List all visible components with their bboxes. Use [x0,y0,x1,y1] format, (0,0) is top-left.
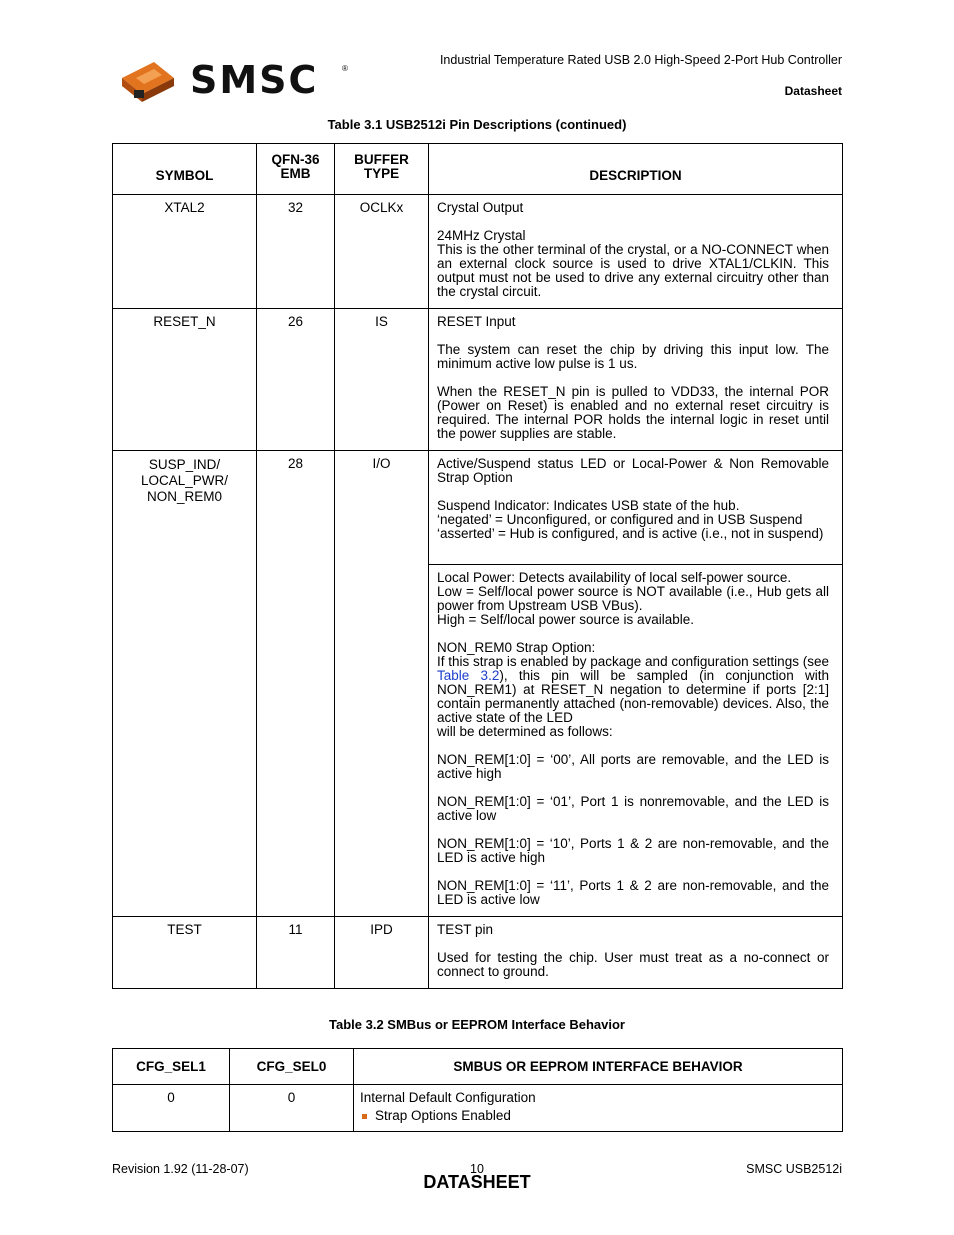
description-paragraph: Active/Suspend status LED or Local-Power & Non Removable Strap Option [437,456,829,485]
pin-buffer: I/O [335,451,429,917]
pin-description-table [112,143,843,989]
table1-caption: Table 3.1 USB2512i Pin Descriptions (continued) [327,117,627,132]
table2-caption: Table 3.2 SMBus or EEPROM Interface Behavior [329,1017,625,1032]
pin-description [429,309,843,451]
bullet-item [360,1109,836,1123]
footer-revision: Revision 1.92 (11-28-07) [112,1162,249,1176]
non-rem-case: NON_REM[1:0] = ‘10’, Ports 1 & 2 are non-removable, and the LED is active high [437,836,829,865]
description-paragraph: Local Power: Detects availability of local self-power source. Low = Self/local power source is NOT available (i.e., Hub gets all power from Upstream USB VBus). High = Self/local power source is available. [437,570,829,627]
non-rem-case: NON_REM[1:0] = ‘11’, Ports 1 & 2 are non-removable, and the LED is active low [437,878,829,907]
pin-symbol: RESET_N [113,309,257,451]
buffer-header-line2: TYPE [363,166,400,181]
smbus-eeprom-table [112,1048,843,1132]
pin-symbol: XTAL2 [113,195,257,309]
col-cfg-sel0-header: CFG_SEL0 [230,1049,354,1085]
pin-symbol: SUSP_IND/ LOCAL_PWR/ NON_REM0 [113,451,257,917]
pin-qfn: 26 [257,309,335,451]
document-type: Datasheet [784,84,842,98]
qfn-header-line1: QFN-36 [271,152,320,167]
non-rem-strap-paragraph [437,641,829,739]
pin-buffer: IPD [335,917,429,989]
pin-qfn: 28 [257,451,335,917]
table-row [113,451,843,565]
pin-buffer: IS [335,309,429,451]
col-buffer-header [335,144,429,195]
col-qfn-header [257,144,335,195]
cfg-sel0-value: 0 [230,1085,354,1132]
non-rem-case: NON_REM[1:0] = ‘01’, Port 1 is nonremovable, and the LED is active low [437,794,829,823]
logo-wordmark: SMSC [190,58,319,102]
behavior-text: Internal Default Configuration [360,1090,536,1105]
non-rem-case: NON_REM[1:0] = ‘00’, All ports are removable, and the LED is active high [437,752,829,781]
pin-description [429,451,843,565]
registered-mark: ® [342,64,348,73]
table2-header-row [113,1049,843,1085]
description-paragraph: When the RESET_N pin is pulled to VDD33, the internal POR (Power on Reset) is enabled and no external reset circuitry is required. The internal POR holds the internal logic in reset until the power supplies are stable. [437,384,829,441]
table-row [113,917,843,989]
description-paragraph: 24MHz Crystal This is the other terminal of the crystal, or a NO-CONNECT when an external clock source is used to drive XTAL1/CLKIN. This output must not be used to drive any external circuitry other than the crystal circuit. [437,228,829,299]
description-paragraph: Suspend Indicator: Indicates USB state of the hub. ‘negated’ = Unconfigured, or configured and in USB Suspend ‘asserted’ = Hub is configured, and is active (i.e., not in suspend) [437,498,824,541]
description-paragraph: Crystal Output [437,200,524,215]
col-behavior-header: SMBUS OR EEPROM INTERFACE BEHAVIOR [354,1049,843,1085]
square-bullet-icon [362,1114,367,1119]
pin-description [429,917,843,989]
table1-header-row [113,144,843,195]
table-row [113,1085,843,1132]
cfg-sel1-value: 0 [113,1085,230,1132]
footer-datasheet-label: DATASHEET [423,1172,531,1192]
table-row [113,195,843,309]
bullet-text: Strap Options Enabled [375,1108,511,1123]
col-cfg-sel1-header: CFG_SEL1 [113,1049,230,1085]
behavior-cell [354,1085,843,1132]
smsc-logo [116,60,352,104]
col-description-header: DESCRIPTION [429,144,843,195]
table-row [113,309,843,451]
buffer-header-line1: BUFFER [354,152,409,167]
non-rem-intro: NON_REM0 Strap Option: If this strap is enabled by package and configuration settings (see [437,640,829,669]
col-symbol-header: SYMBOL [113,144,257,195]
pin-qfn: 32 [257,195,335,309]
table-3-2-link[interactable]: Table 3.2 [437,668,500,683]
qfn-header-line2: EMB [280,166,311,181]
description-paragraph: The system can reset the chip by driving this input low. The minimum active low pulse is 1 us. [437,342,829,371]
pin-qfn: 11 [257,917,335,989]
non-rem-rest: ), this pin will be sampled (in conjunction with NON_REM1) at RESET_N negation to determine if ports [2:1] contain permanently attached (non-removable) devices. Also, the active state of the LED will be determined as follows: [437,668,829,739]
description-paragraph: Used for testing the chip. User must treat as a no-connect or connect to ground. [437,950,829,979]
footer-page-number: 10 [470,1162,484,1176]
pin-buffer: OCLKx [335,195,429,309]
description-paragraph: RESET Input [437,314,516,329]
pin-description [429,195,843,309]
footer-product: SMSC USB2512i [746,1162,842,1176]
description-paragraph: TEST pin [437,922,494,937]
document-title: Industrial Temperature Rated USB 2.0 High-Speed 2-Port Hub Controller [439,53,842,67]
pin-symbol: TEST [113,917,257,989]
pin-description [429,565,843,917]
